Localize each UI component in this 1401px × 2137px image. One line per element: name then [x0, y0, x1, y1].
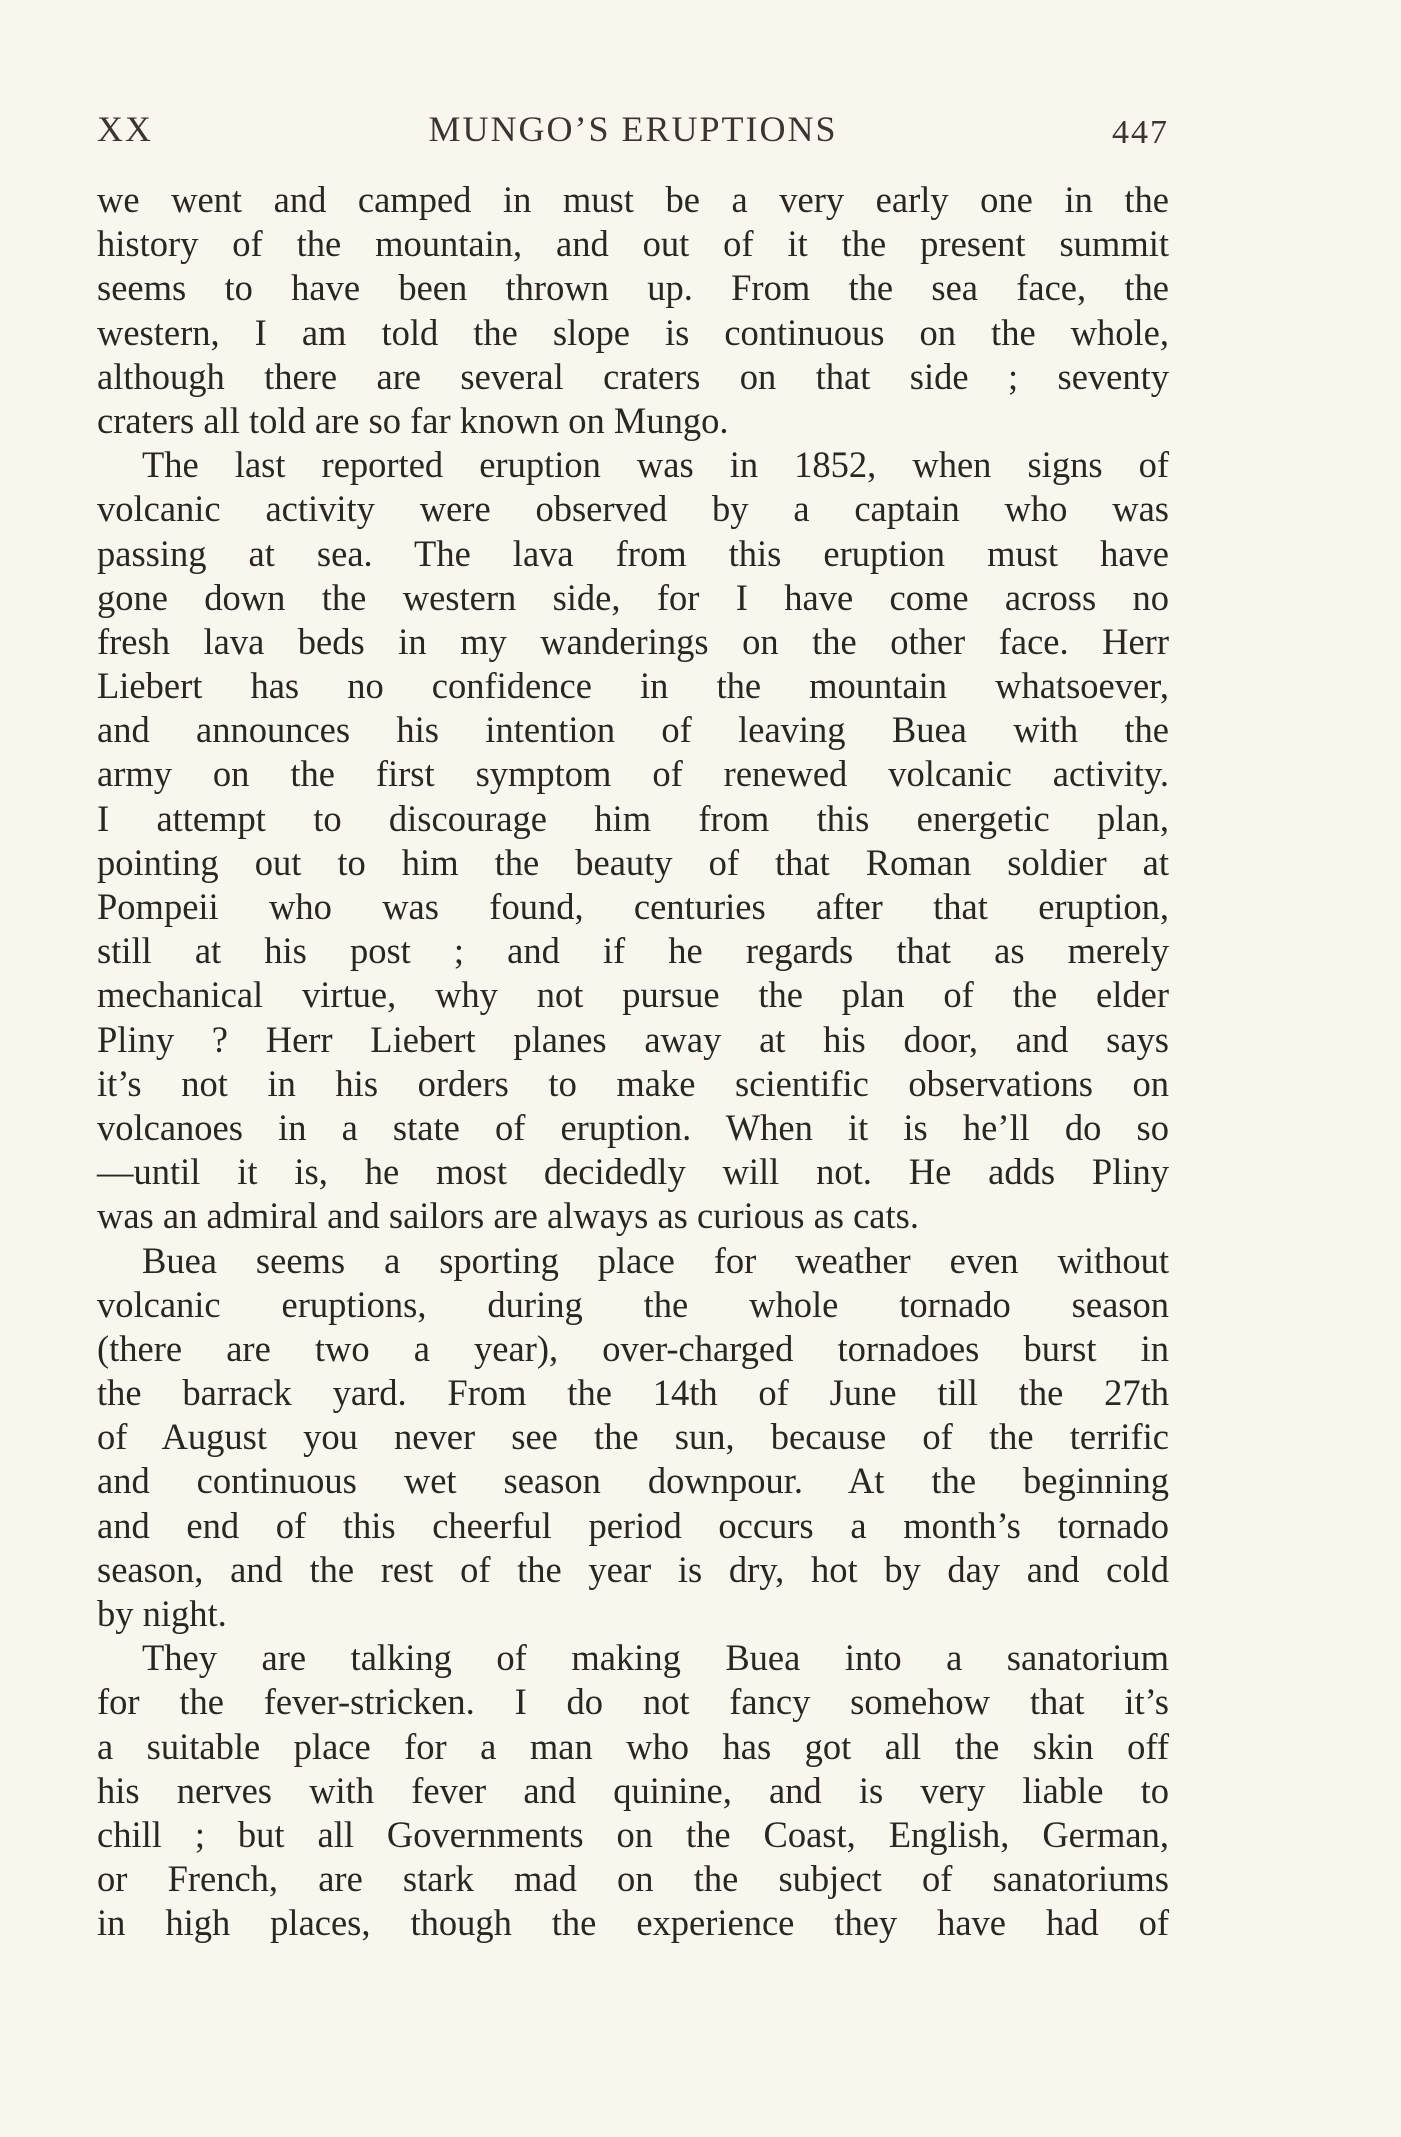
page-number: 447	[1112, 114, 1169, 151]
text-line: Buea seems a sporting place for weather even without	[142, 1239, 1169, 1281]
text-line: his nerves with fever and quinine, and is very liable to	[97, 1769, 1169, 1811]
text-line: I attempt to discourage him from this energetic plan,	[97, 797, 1169, 839]
text-line: gone down the western side, for I have come across no	[97, 576, 1169, 618]
text-line: it’s not in his orders to make scientific observations on	[97, 1062, 1169, 1104]
text-line: for the fever-stricken. I do not fancy somehow that it’s	[97, 1681, 1169, 1723]
text-line: and continuous wet season downpour. At the beginning	[97, 1460, 1169, 1502]
text-line: fresh lava beds in my wanderings on the other face. Herr	[97, 620, 1169, 662]
body-text	[97, 178, 1169, 1946]
text-line: They are talking of making Buea into a sanatorium	[142, 1637, 1169, 1679]
text-line: chill ; but all Governments on the Coast, English, German,	[97, 1813, 1169, 1855]
text-line: history of the mountain, and out of it the present summit	[97, 223, 1169, 265]
text-line: in high places, though the experience they have had of	[97, 1902, 1169, 1944]
text-line: volcanic activity were observed by a captain who was	[97, 488, 1169, 530]
text-line: Liebert has no confidence in the mountain whatsoever,	[97, 665, 1169, 707]
text-line: of August you never see the sun, because of the terrific	[97, 1416, 1169, 1458]
text-line: and announces his intention of leaving Buea with the	[97, 709, 1169, 751]
text-line: Pompeii who was found, centuries after that eruption,	[97, 886, 1169, 927]
text-line: seems to have been thrown up. From the sea face, the	[97, 267, 1169, 309]
text-line: was an admiral and sailors are always as curious as cats.	[97, 1195, 919, 1237]
text-line: still at his post ; and if he regards that as merely	[97, 930, 1169, 972]
text-line: or French, are stark mad on the subject of sanatoriums	[97, 1858, 1169, 1900]
running-head	[97, 108, 1169, 151]
text-line: and end of this cheerful period occurs a month’s tornado	[97, 1504, 1169, 1546]
text-line: volcanic eruptions, during the whole tornado season	[97, 1283, 1169, 1325]
text-line: The last reported eruption was in 1852, when signs of	[142, 444, 1169, 486]
text-line: pointing out to him the beauty of that Roman soldier at	[97, 841, 1169, 883]
text-line: volcanoes in a state of eruption. When it is he’ll do so	[97, 1106, 1169, 1148]
text-line: a suitable place for a man who has got all the skin off	[97, 1725, 1169, 1767]
text-line: season, and the rest of the year is dry, hot by day and cold	[97, 1548, 1169, 1590]
running-title: MUNGO’S ERUPTIONS	[428, 109, 838, 149]
text-line: mechanical virtue, why not pursue the plan of the elder	[97, 974, 1169, 1016]
text-line: by night.	[97, 1593, 227, 1634]
text-line: the barrack yard. From the 14th of June till the 27th	[97, 1372, 1169, 1414]
text-line: Pliny ? Herr Liebert planes away at his door, and says	[97, 1018, 1169, 1060]
text-line: although there are several craters on that side ; seventy	[97, 355, 1169, 397]
text-line: (there are two a year), over-charged tornadoes burst in	[97, 1327, 1169, 1369]
text-line: —until it is, he most decidedly will not. He adds Pliny	[97, 1151, 1169, 1193]
text-line: army on the first symptom of renewed volcanic activity.	[97, 753, 1169, 795]
text-line: passing at sea. The lava from this eruption must have	[97, 532, 1169, 574]
text-line: western, I am told the slope is continuous on the whole,	[97, 311, 1169, 353]
text-line: craters all told are so far known on Mungo.	[97, 399, 729, 441]
text-line: we went and camped in must be a very early one in the	[97, 179, 1169, 220]
chapter-number: XX	[97, 109, 153, 149]
